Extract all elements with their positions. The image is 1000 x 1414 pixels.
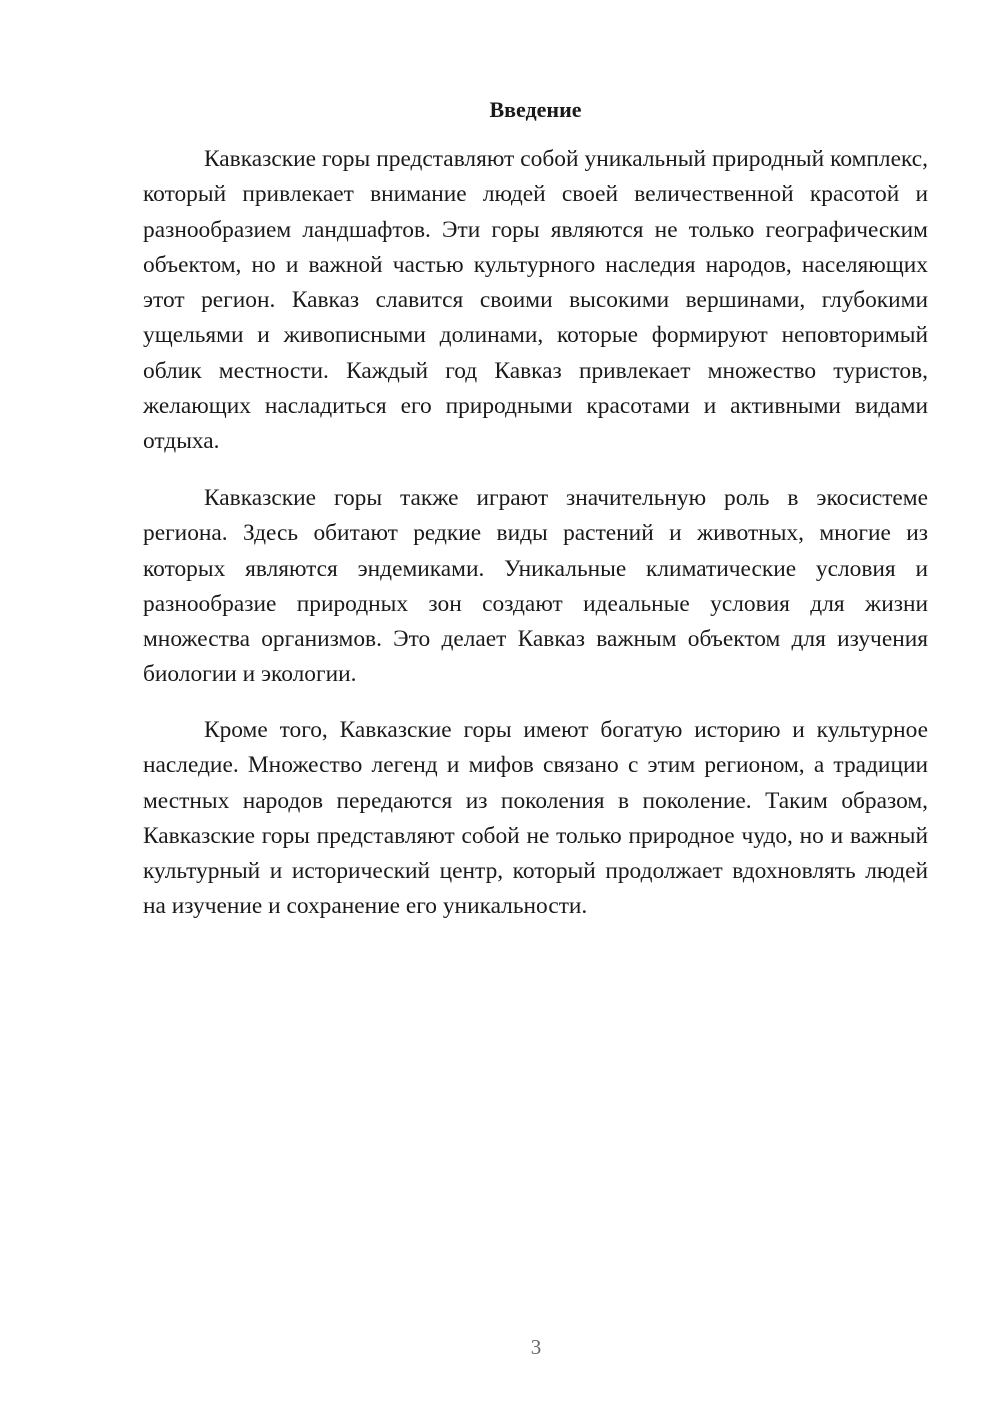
paragraph-2: Кавказские горы также играют значительную роль в экосистеме региона. Здесь обитают редкие виды растений и животных, многие из которых являются эндемиками. Уникальные климатические условия и разнообразие природных зон создают идеальные условия для жизни множества организмов. Это делает Кавказ важным объектом для изучения биологии и экологии. <box>143 485 928 688</box>
paragraph-3: Кроме того, Кавказские горы имеют богатую историю и культурное наследие. Множество легенд и мифов связано с этим регионом, а традиции местных народов передаются из поколения в поколение. Таким образом, Кавказские горы представляют собой не только природное чудо, но и важный культурный и исторический центр, который продолжает вдохновлять людей на изучение и сохранение его уникальности. <box>143 717 928 920</box>
page-title: Введение <box>489 97 582 122</box>
paragraph-1: Кавказские горы представляют собой уникальный природный комплекс, который привлекает внимание людей своей величественной красотой и разнообразием ландшафтов. Эти горы являются не только географическим объектом, но и важной частью культурного наследия народов, населяющих этот регион. Кавказ славится своими высокими вершинами, глубокими ущельями и живописными долинами, которые формируют неповторимый облик местности. Каждый год Кавказ привлекает множество туристов, желающих насладиться его природными красотами и активными видами отдыха. <box>143 146 928 455</box>
page-number: 3 <box>530 1335 542 1359</box>
